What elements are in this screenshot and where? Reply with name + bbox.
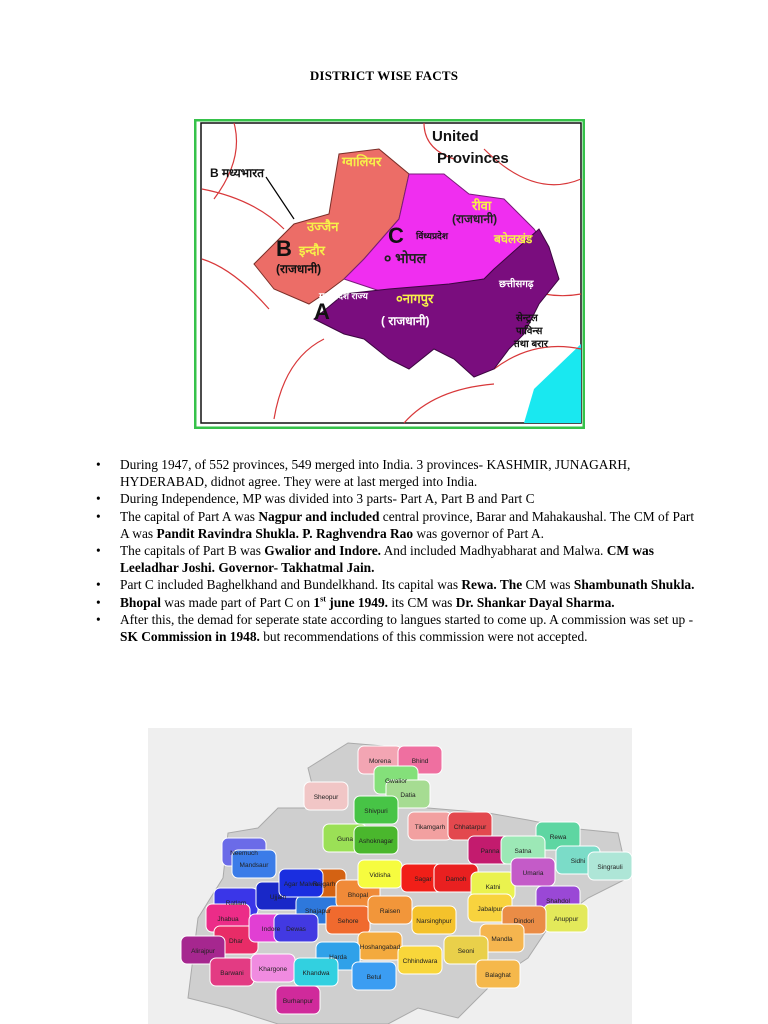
district-label: Dewas bbox=[286, 926, 306, 933]
district-label: Vidisha bbox=[369, 872, 391, 879]
district-label: Rewa bbox=[549, 834, 567, 841]
label-nagpur: ०नागपुर bbox=[396, 291, 434, 306]
fact-bold-text: Pandit Ravindra Shukla. P. Raghvendra Rao bbox=[156, 525, 414, 541]
district-label: Harda bbox=[329, 954, 347, 961]
district-label: Morena bbox=[368, 758, 392, 765]
district-label: Chhindwara bbox=[402, 958, 438, 965]
fact-text: The capital of Part A was bbox=[120, 508, 259, 524]
district-label: Neemuch bbox=[230, 850, 258, 857]
district-label: Hoshangabad bbox=[359, 944, 401, 951]
district-label: Betul bbox=[366, 974, 382, 981]
fact-item bbox=[95, 594, 695, 611]
label-indore: इन्दौर bbox=[299, 243, 325, 258]
district-label: Mandla bbox=[491, 936, 513, 943]
district-label: Indore bbox=[261, 926, 281, 933]
fact-item bbox=[95, 490, 695, 507]
district-label: Balaghat bbox=[485, 972, 511, 979]
label-madhyabharat: B मध्यभारत bbox=[210, 166, 264, 180]
fact-item bbox=[95, 576, 695, 593]
label-united: United bbox=[432, 128, 479, 145]
district-label: Datia bbox=[400, 792, 416, 799]
fact-item bbox=[95, 508, 695, 542]
district-label: Shajapur bbox=[304, 908, 332, 915]
fact-bold-text: Rewa. The bbox=[461, 577, 523, 593]
district-label: Ashoknagar bbox=[358, 838, 394, 845]
district-label: Chhatarpur bbox=[453, 824, 487, 831]
district-label: Bhopal bbox=[347, 892, 369, 899]
fact-bold-text: SK Commission in 1948. bbox=[120, 629, 260, 645]
label-part-a: A bbox=[314, 299, 330, 324]
fact-bold-text: Gwalior and Indore. bbox=[264, 543, 381, 559]
label-rajdhani-c: (राजधानी) bbox=[452, 212, 498, 226]
fact-text: was made part of Part C on bbox=[160, 594, 314, 610]
district-label: Alirajpur bbox=[191, 948, 215, 955]
label-part-b: B bbox=[276, 236, 292, 261]
fact-item bbox=[95, 611, 695, 645]
fact-text: but recommendations of this commission were not accepted. bbox=[259, 629, 588, 645]
fact-text: its CM was bbox=[388, 594, 456, 610]
district-label: Burhanpur bbox=[282, 998, 314, 1005]
district-label: Khandwa bbox=[302, 970, 330, 977]
fact-text: After this, the demad for seperate state according to langues started to come up. A commission was set up - bbox=[120, 611, 694, 627]
historical-map bbox=[194, 119, 585, 429]
district-label: Jabalpur bbox=[477, 906, 503, 913]
fact-text: was governor of Part A. bbox=[413, 525, 544, 541]
label-central-3: तथा बरार bbox=[514, 339, 548, 350]
district-label: Barwani bbox=[220, 970, 244, 977]
fact-text: central province, Barar and Mahakaushal. The CM of Part A was bbox=[120, 508, 695, 541]
fact-bold-text: st bbox=[320, 594, 326, 604]
district-label: Dhar bbox=[228, 938, 244, 945]
fact-bold-text: CM was Leeladhar Joshi. Governor- Takhatmal Jain. bbox=[120, 543, 654, 576]
district-label: Seoni bbox=[457, 948, 475, 955]
district-label: Khargone bbox=[258, 966, 288, 973]
label-chhattisgarh: छत्तीसगढ़ bbox=[499, 279, 534, 290]
district-label: Bhind bbox=[411, 758, 429, 765]
fact-text: CM was bbox=[522, 577, 574, 593]
fact-bold-text: Bhopal bbox=[120, 594, 161, 610]
label-bhopal: ० भोपल bbox=[384, 250, 427, 266]
district-label: Panna bbox=[480, 848, 500, 855]
fact-bold-text: june 1949. bbox=[325, 594, 389, 610]
fact-text: And included Madhyabharat and Malwa. bbox=[381, 543, 607, 559]
district-label: Mandsaur bbox=[239, 862, 269, 869]
district-label: Damoh bbox=[445, 876, 467, 883]
district-label: Sagar bbox=[414, 876, 432, 883]
label-rewa: रीवा bbox=[472, 198, 492, 213]
district-label: Agar Malwa bbox=[283, 881, 319, 888]
district-label: Anuppur bbox=[553, 916, 579, 923]
district-label: Shahdol bbox=[546, 898, 570, 905]
district-label: Sheopur bbox=[313, 794, 339, 801]
district-label: Satna bbox=[514, 848, 532, 855]
fact-bold-text: Dr. Shankar Dayal Sharma. bbox=[455, 594, 615, 610]
district-label: Katni bbox=[485, 884, 501, 891]
label-rajdhani-a: ( राजधानी) bbox=[381, 314, 430, 328]
district-label: Gwalior bbox=[384, 778, 408, 785]
fact-text: Part C included Baghelkhand and Bundelkhand. Its capital was bbox=[120, 577, 462, 593]
district-label: Narsinghpur bbox=[416, 918, 452, 925]
fact-text: During Independence, MP was divided into 3 parts- Part A, Part B and Part C bbox=[120, 491, 535, 507]
page-title: DISTRICT WISE FACTS bbox=[309, 68, 459, 83]
district-label: Singrauli bbox=[597, 864, 623, 871]
label-central-2: पाविन्स bbox=[516, 326, 543, 337]
label-ujjain: उज्जैन bbox=[307, 219, 339, 234]
district-label: Sehore bbox=[337, 918, 359, 925]
district-map bbox=[148, 728, 632, 1024]
district-label: Rajgarh bbox=[312, 881, 336, 888]
fact-item bbox=[95, 542, 695, 576]
district-label: Ratlam bbox=[225, 900, 247, 907]
label-provinces: Provinces bbox=[437, 150, 509, 167]
district-label: Shivpuri bbox=[364, 808, 388, 815]
label-part-c: C bbox=[388, 223, 404, 248]
label-vindhyapradesh: विंध्यप्रदेश bbox=[416, 231, 448, 241]
label-central-1: सेन्ट्रल bbox=[516, 313, 538, 324]
facts-list bbox=[95, 456, 695, 645]
district-label: Umaria bbox=[522, 870, 544, 877]
district-label: Dindori bbox=[513, 918, 535, 925]
district-label: Raisen bbox=[379, 908, 401, 915]
fact-bold-text: Nagpur and included bbox=[258, 508, 380, 524]
fact-bold-text: Shambunath Shukla. bbox=[573, 577, 695, 593]
label-rajdhani-b: (राजधानी) bbox=[276, 262, 322, 276]
fact-item bbox=[95, 456, 695, 490]
district-label: Ujjain bbox=[269, 894, 287, 901]
label-madhyapradesh-rajya: मध्यप्रदेश राज्य bbox=[319, 291, 368, 301]
fact-text: The capitals of Part B was bbox=[120, 543, 265, 559]
district-label: Sidhi bbox=[570, 858, 586, 865]
district-label: Guna bbox=[337, 836, 353, 843]
fact-text: During 1947, of 552 provinces, 549 merged into India. 3 provinces- KASHMIR, JUNAGARH, HYDERABAD, didnot agree. They were at last merged into India. bbox=[120, 457, 631, 490]
fact-bold-text: 1 bbox=[313, 594, 321, 610]
district-label: Tikamgarh bbox=[414, 824, 446, 831]
district-label: Jhabua bbox=[217, 916, 239, 923]
label-baghelkhand: बघेलखंड bbox=[494, 232, 533, 246]
label-gwalior: ग्वालियर bbox=[342, 154, 382, 169]
